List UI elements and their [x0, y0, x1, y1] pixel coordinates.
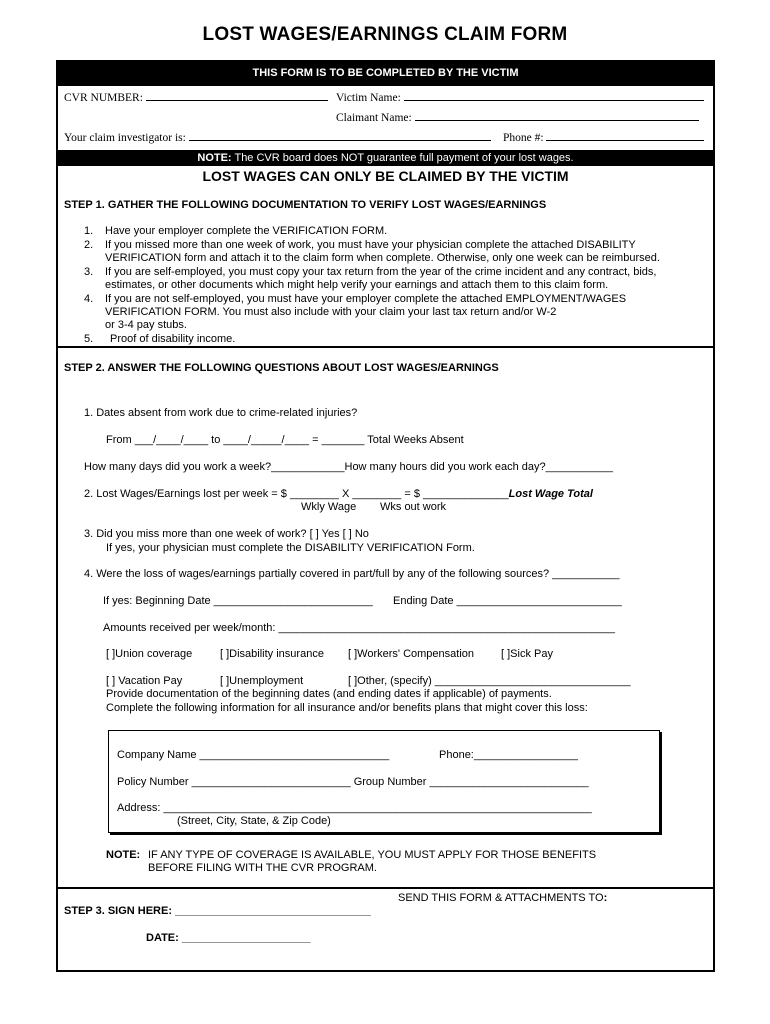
checkbox-workers-comp[interactable]: [ ]Workers' Compensation: [348, 648, 475, 660]
company-phone-field[interactable]: Phone:_________________: [439, 749, 578, 761]
cvr-number-line[interactable]: [146, 90, 328, 101]
victim-name-line[interactable]: [404, 90, 704, 101]
amounts-received-field[interactable]: Amounts received per week/month: _______________________________________________________: [103, 622, 615, 634]
claimant-name-field[interactable]: [336, 110, 699, 124]
send-to-label: [398, 892, 607, 904]
phone-label: Phone #:: [503, 132, 544, 144]
step1-item-1-num: 1.: [84, 225, 94, 237]
victim-completion-banner: THIS FORM IS TO BE COMPLETED BY THE VICTIM: [58, 62, 713, 86]
q3-missed-week[interactable]: 3. Did you miss more than one week of work? [ ] Yes [ ] No: [84, 528, 369, 540]
note-banner-label: NOTE:: [197, 152, 232, 164]
step2-heading: STEP 2. ANSWER THE FOLLOWING QUESTIONS ABOUT LOST WAGES/EARNINGS: [64, 362, 499, 374]
sign-here-field[interactable]: STEP 3. SIGN HERE: ________________________________: [64, 905, 371, 917]
phone-field[interactable]: [503, 130, 704, 144]
q2-lost-wage-total-label: Lost Wage Total: [508, 488, 593, 500]
step1-item-1-line1: Have your employer complete the VERIFICATION FORM.: [105, 225, 388, 237]
note-banner-text: The CVR board does NOT guarantee full payment of your lost wages.: [234, 152, 574, 164]
company-name-field[interactable]: Company Name _______________________________: [117, 749, 390, 761]
checkbox-union[interactable]: [ ]Union coverage: [106, 648, 193, 660]
step1-item-4-line1: If you are not self-employed, you must have your employer complete the attached EMPLOYMENT/WAGES: [105, 293, 627, 305]
victim-name-field[interactable]: [336, 90, 704, 104]
phone-line[interactable]: [546, 130, 704, 141]
complete-info-text: Complete the following information for all insurance and/or benefits plans that might cover this loss:: [106, 702, 588, 714]
step1-item-3-line1: If you are self-employed, you must copy your tax return from the year of the crime incident and any contract, bids,: [105, 266, 657, 278]
investigator-field[interactable]: [64, 130, 491, 144]
coverage-note-label: NOTE:: [106, 849, 141, 861]
q2-wks-out-label: Wks out work: [380, 501, 447, 513]
step1-item-2-line2: VERIFICATION form and attach it to the claim form when complete. Otherwise, only one week can be reimbursed.: [105, 252, 660, 264]
checkbox-disability[interactable]: [ ]Disability insurance: [220, 648, 324, 660]
checkbox-other[interactable]: [ ]Other, (specify) ________________________________: [348, 675, 631, 687]
cvr-number-field[interactable]: [64, 90, 328, 104]
q4-coverage[interactable]: 4. Were the loss of wages/earnings partially covered in part/full by any of the following sources? ___________: [84, 568, 620, 580]
claimant-name-line[interactable]: [415, 110, 699, 121]
q1-from-to-line[interactable]: From ___/____/____ to ____/_____/____ = _______ Total Weeks Absent: [106, 434, 464, 446]
provide-documentation-text: Provide documentation of the beginning dates (and ending dates if applicable) of payments.: [106, 688, 552, 700]
days-hours-line[interactable]: How many days did you work a week?____________How many hours did you work each day?___________: [84, 461, 613, 473]
step2-divider: [58, 887, 713, 889]
beginning-date-field[interactable]: If yes: Beginning Date __________________________: [103, 595, 373, 607]
coverage-note-line1: IF ANY TYPE OF COVERAGE IS AVAILABLE, YOU MUST APPLY FOR THOSE BENEFITS: [148, 849, 597, 861]
q3-sub-note: If yes, your physician must complete the DISABILITY VERIFICATION Form.: [106, 542, 475, 554]
insurance-info-box: [108, 730, 660, 833]
step1-divider: [58, 346, 713, 348]
coverage-note-line2: BEFORE FILING WITH THE CVR PROGRAM.: [148, 862, 377, 874]
q1-dates-absent: 1. Dates absent from work due to crime-related injuries?: [84, 407, 358, 419]
checkbox-unemployment[interactable]: [ ]Unemployment: [220, 675, 304, 687]
step1-item-5-num: 5.: [84, 333, 94, 345]
send-to-colon: :: [603, 892, 608, 904]
step1-item-5-line1: Proof of disability income.: [110, 333, 236, 345]
checkbox-vacation[interactable]: [ ] Vacation Pay: [106, 675, 183, 687]
step1-item-2-num: 2.: [84, 239, 94, 251]
step1-item-3-num: 3.: [84, 266, 94, 278]
victim-only-heading: LOST WAGES CAN ONLY BE CLAIMED BY THE VICTIM: [202, 168, 569, 184]
claimant-name-label: Claimant Name:: [336, 112, 412, 124]
form-frame: [56, 60, 715, 972]
q2-wkly-wage-label: Wkly Wage: [301, 501, 357, 513]
step1-item-4-line3: or 3-4 pay stubs.: [105, 319, 187, 331]
victim-name-label: Victim Name:: [336, 92, 401, 104]
send-to-text: SEND THIS FORM & ATTACHMENTS TO: [398, 892, 604, 904]
q2-lost-wages-text: 2. Lost Wages/Earnings lost per week = $ ________ X ________ = $ ______________: [84, 488, 509, 500]
q2-lost-wages-line[interactable]: [84, 488, 593, 500]
date-field[interactable]: DATE: _____________________: [146, 932, 311, 944]
form-title: LOST WAGES/EARNINGS CLAIM FORM: [202, 24, 568, 45]
investigator-label: Your claim investigator is:: [64, 132, 186, 144]
step1-item-2-line1: If you missed more than one week of work, you must have your physician complete the attached DISABILITY: [105, 239, 636, 251]
address-hint: (Street, City, State, & Zip Code): [177, 815, 331, 827]
policy-group-field[interactable]: Policy Number __________________________ Group Number __________________________: [117, 776, 589, 788]
step1-item-4-num: 4.: [84, 293, 94, 305]
step1-heading: STEP 1. GATHER THE FOLLOWING DOCUMENTATION TO VERIFY LOST WAGES/EARNINGS: [64, 199, 547, 211]
investigator-line[interactable]: [189, 130, 491, 141]
ending-date-field[interactable]: Ending Date ___________________________: [393, 595, 622, 607]
checkbox-sick-pay[interactable]: [ ]Sick Pay: [501, 648, 553, 660]
address-field[interactable]: Address: ______________________________________________________________________: [117, 802, 592, 814]
cvr-number-label: CVR NUMBER:: [64, 92, 143, 104]
note-banner: [58, 150, 713, 166]
step1-item-3-line2: estimates, or other documents which might help verify your earnings and attach them to this claim form.: [105, 279, 609, 291]
step1-item-4-line2: VERIFICATION FORM. You must also include with your claim your last tax return and/or W-2: [105, 306, 557, 318]
